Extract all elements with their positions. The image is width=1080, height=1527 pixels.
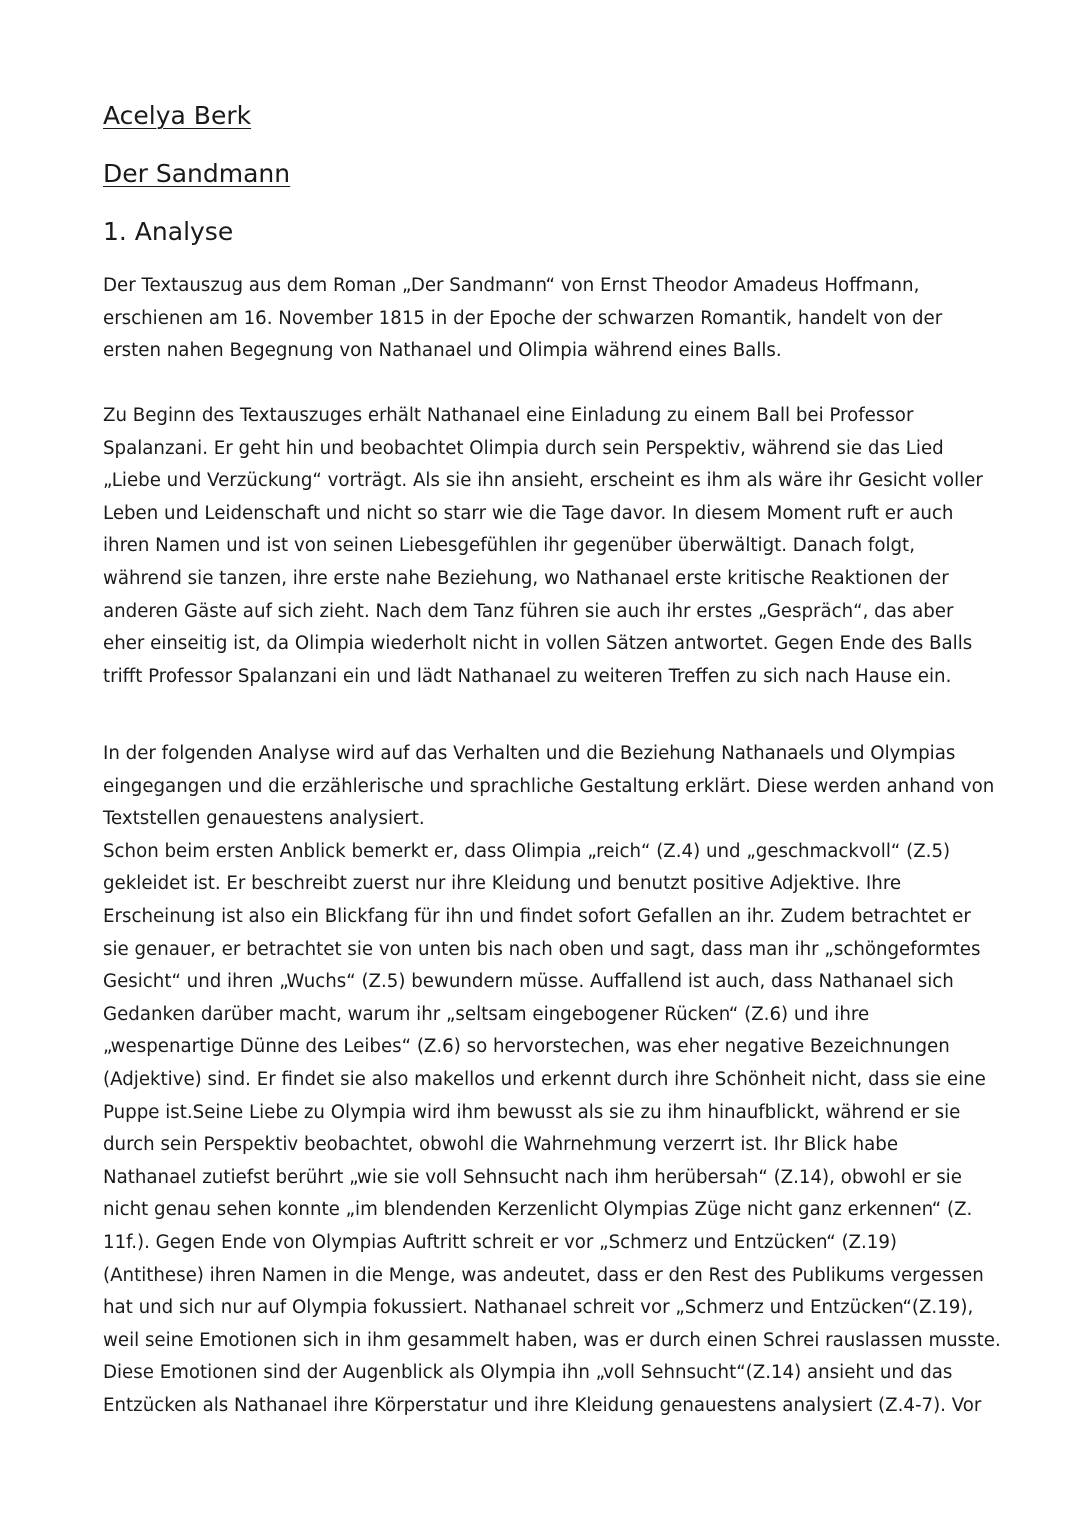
text-line: weil seine Emotionen sich in ihm gesammelt haben, was er durch einen Schrei rauslassen musste.	[103, 1329, 1001, 1351]
text-line: Textstellen genauestens analysiert.	[103, 808, 425, 830]
text-line: Entzücken als Nathanael ihre Körperstatur und ihre Kleidung genauestens analysiert (Z.4-7). Vor	[103, 1394, 982, 1416]
text-line: hat und sich nur auf Olympia fokussiert. Nathanael schreit vor „Schmerz und Entzücken“(Z.19),	[103, 1297, 974, 1319]
text-line: erschienen am 16. November 1815 in der Epoche der schwarzen Romantik, handelt von der	[103, 307, 943, 329]
text-line: Schon beim ersten Anblick bemerkt er, dass Olimpia „reich“ (Z.4) und „geschmackvoll“ (Z.5)	[103, 840, 951, 862]
text-line: Gedanken darüber macht, warum ihr „seltsam eingebogener Rücken“ (Z.6) und ihre	[103, 1003, 870, 1025]
text-line: durch sein Perspektiv beobachtet, obwohl die Wahrnehmung verzerrt ist. Ihr Blick habe	[103, 1134, 899, 1156]
text-line: (Adjektive) sind. Er findet sie also makellos und erkennt durch ihre Schönheit nicht, dass sie eine	[103, 1068, 986, 1090]
text-line: anderen Gäste auf sich zieht. Nach dem Tanz führen sie auch ihr erstes „Gespräch“, das aber	[103, 600, 954, 622]
text-line: ersten nahen Begegnung von Nathanael und Olimpia während eines Balls.	[103, 340, 782, 362]
text-line: Der Textauszug aus dem Roman „Der Sandmann“ von Ernst Theodor Amadeus Hoffmann,	[103, 275, 920, 296]
text-line: Puppe ist.Seine Liebe zu Olympia wird ihm bewusst als sie zu ihm hinaufblickt, während er sie	[103, 1101, 961, 1123]
text-line: Zu Beginn des Textauszuges erhält Nathanael eine Einladung zu einem Ball bei Professor	[103, 405, 914, 426]
text-line: 11f.). Gegen Ende von Olympias Auftritt schreit er vor „Schmerz und Entzücken“ (Z.19)	[103, 1231, 898, 1253]
text-line: Erscheinung ist also ein Blickfang für ihn und findet sofort Gefallen an ihr. Zudem betrachtet er	[103, 905, 971, 927]
paragraph-summary	[103, 400, 1003, 693]
paragraph-introduction	[103, 270, 1003, 368]
text-line: In der folgenden Analyse wird auf das Verhalten und die Beziehung Nathanaels und Olympias	[103, 743, 956, 764]
text-line: eingegangen und die erzählerische und sprachliche Gestaltung erklärt. Diese werden anhand von	[103, 775, 995, 797]
text-line: gekleidet ist. Er beschreibt zuerst nur ihre Kleidung und benutzt positive Adjektive. Ihre	[103, 873, 902, 895]
text-line: Nathanael zutiefst berührt „wie sie voll Sehnsucht nach ihm herübersah“ (Z.14), obwohl er sie	[103, 1166, 962, 1188]
text-line: während sie tanzen, ihre erste nahe Beziehung, wo Nathanael erste kritische Reaktionen der	[103, 567, 949, 589]
document-title: Der Sandmann	[103, 159, 291, 188]
text-line: „Liebe und Verzückung“ vorträgt. Als sie ihn ansieht, erscheint es ihm als wäre ihr Gesicht voller	[103, 470, 983, 492]
text-line: (Antithese) ihren Namen in die Menge, was andeutet, dass er den Rest des Publikums vergessen	[103, 1264, 984, 1286]
paragraph-analysis	[103, 738, 1003, 1422]
text-line: ihren Namen und ist von seinen Liebesgefühlen ihr gegenüber überwältigt. Danach folgt,	[103, 535, 915, 557]
text-line: sie genauer, er betrachtet sie von unten bis nach oben und sagt, dass man ihr „schöngeformtes	[103, 938, 981, 960]
text-line: trifft Professor Spalanzani ein und lädt Nathanael zu weiteren Treffen zu sich nach Hause ein.	[103, 665, 952, 687]
text-line: Spalanzani. Er geht hin und beobachtet Olimpia durch sein Perspektiv, während sie das Lied	[103, 437, 944, 459]
text-line: Leben und Leidenschaft und nicht so starr wie die Tage davor. In diesem Moment ruft er auch	[103, 502, 954, 524]
text-line: Diese Emotionen sind der Augenblick als Olympia ihn „voll Sehnsucht“(Z.14) ansieht und das	[103, 1362, 953, 1384]
text-line: „wespenartige Dünne des Leibes“ (Z.6) so hervorstechen, was eher negative Bezeichnungen	[103, 1036, 950, 1058]
section-heading: 1. Analyse	[103, 217, 234, 246]
text-line: Gesicht“ und ihren „Wuchs“ (Z.5) bewundern müsse. Auffallend ist auch, dass Nathanael sich	[103, 971, 954, 993]
text-line: eher einseitig ist, da Olimpia wiederholt nicht in vollen Sätzen antwortet. Gegen Ende des Balls	[103, 633, 973, 655]
text-line: nicht genau sehen konnte „im blendenden Kerzenlicht Olympias Züge nicht ganz erkennen“ (Z.	[103, 1199, 973, 1221]
author-name: Acelya Berk	[103, 101, 252, 130]
